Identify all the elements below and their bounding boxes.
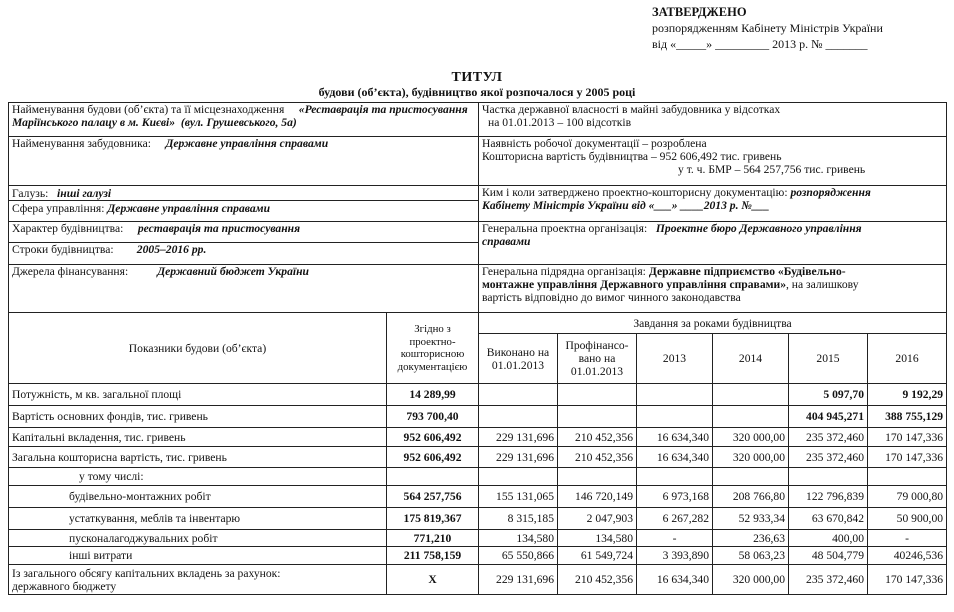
funding-value: Державний бюджет України	[157, 265, 310, 278]
row-done	[479, 468, 558, 486]
building-name-value: «Реставрація та пристосування Маріїнського палацу в м. Києві»	[12, 103, 468, 129]
row-2016	[868, 468, 947, 486]
gen-design-value1: Проектне бюро Державного управління	[655, 222, 862, 235]
row-prefinanced	[558, 468, 637, 486]
documentation-cell	[479, 137, 947, 186]
character-cell	[9, 222, 479, 243]
row-prefinanced: 210 452,356	[558, 428, 637, 447]
row-2015: 235 372,460	[789, 428, 868, 447]
contractor-label: Генеральна підрядна організація:	[482, 265, 646, 278]
table-row	[9, 508, 947, 530]
row-estimate: 14 289,99	[387, 384, 479, 406]
row-estimate: Х	[387, 565, 479, 595]
contractor-value2: монтажне управління Державного управління справами»	[482, 278, 786, 291]
row-2016: -	[868, 530, 947, 547]
building-name-cell	[9, 103, 479, 137]
row-2016: 170 147,336	[868, 447, 947, 468]
header-year-2014: 2014	[713, 334, 789, 384]
row-2015: 235 372,460	[789, 447, 868, 468]
row-prefinanced: 146 720,149	[558, 486, 637, 508]
row-label: Загальна кошторисна вартість, тис. гривень	[9, 447, 387, 468]
branch-value: інші галузі	[57, 187, 112, 200]
row-label	[9, 565, 387, 595]
row-label: Вартість основних фондів, тис. гривень	[9, 406, 387, 428]
row-2016: 79 000,80	[868, 486, 947, 508]
row-done: 134,580	[479, 530, 558, 547]
row-2016: 9 192,29	[868, 384, 947, 406]
row-prefinanced	[558, 406, 637, 428]
terms-value: 2005–2016 рр.	[136, 243, 207, 256]
character-label: Характер будівництва:	[12, 222, 124, 235]
sphere-label: Сфера управління:	[12, 202, 105, 215]
state-share-line1: Частка державної власності в майні забудовника у відсотках	[482, 103, 781, 116]
contractor-cell	[479, 265, 947, 313]
branch-sphere-cell	[9, 186, 479, 222]
row-2015: 63 670,842	[789, 508, 868, 530]
row-2013: -	[637, 530, 713, 547]
funding-cell	[9, 265, 479, 313]
row-estimate: 211 758,159	[387, 547, 479, 565]
row-2013: 16 634,340	[637, 447, 713, 468]
approved-value1: розпорядження	[790, 186, 871, 199]
row-2016: 388 755,129	[868, 406, 947, 428]
table-row	[9, 447, 947, 468]
table-row	[9, 406, 947, 428]
row-prefinanced: 134,580	[558, 530, 637, 547]
docs-line1: Наявність робочої документації – розроблена	[482, 137, 707, 150]
row-2014: 58 063,23	[713, 547, 789, 565]
row-2016: 50 900,00	[868, 508, 947, 530]
row-estimate: 564 257,756	[387, 486, 479, 508]
building-address: (вул. Грушевського, 5а)	[180, 116, 297, 129]
table-row	[9, 565, 947, 595]
terms-cell	[9, 243, 479, 265]
state-share-line2: на 01.01.2013 – 100 відсотків	[488, 116, 632, 129]
developer-value: Державне управління справами	[165, 137, 329, 150]
table-row	[9, 468, 947, 486]
table-row	[9, 530, 947, 547]
info-row-character	[9, 222, 947, 243]
state-share-cell	[479, 103, 947, 137]
row-2016: 170 147,336	[868, 428, 947, 447]
info-row-developer	[9, 137, 947, 186]
row-2013	[637, 406, 713, 428]
sphere-line	[9, 201, 478, 215]
info-row-name	[9, 103, 947, 137]
row-2015: 122 796,839	[789, 486, 868, 508]
row-prefinanced	[558, 384, 637, 406]
info-row-branch	[9, 186, 947, 222]
row-label-line2: державного бюджету	[12, 579, 117, 593]
row-2014	[713, 468, 789, 486]
row-label: устаткування, меблів та інвентарю	[9, 508, 387, 530]
approval-stamp	[652, 4, 952, 52]
approved-value2: Кабінету Міністрів України від «___» ____2013 р. №___	[482, 199, 770, 212]
row-done: 229 131,696	[479, 428, 558, 447]
approved-cell	[479, 186, 947, 222]
row-2013: 16 634,340	[637, 428, 713, 447]
row-2013: 16 634,340	[637, 565, 713, 595]
branch-label: Галузь:	[12, 187, 49, 200]
row-estimate: 952 606,492	[387, 447, 479, 468]
contractor-line3: вартість відповідно до вимог чинного законодавства	[482, 291, 741, 304]
approval-line2: від «_____» _________ 2013 р. № _______	[652, 37, 868, 51]
gen-design-label: Генеральна проектна організація:	[482, 222, 648, 235]
row-estimate	[387, 468, 479, 486]
row-2013	[637, 468, 713, 486]
header-done: Виконано на 01.01.2013	[479, 334, 558, 384]
row-2014: 52 933,34	[713, 508, 789, 530]
header-indicator: Показники будови (об’єкта)	[9, 313, 387, 384]
row-2015: 48 504,779	[789, 547, 868, 565]
header-tasks: Завдання за роками будівництва	[479, 313, 947, 334]
row-label: у тому числі:	[9, 468, 387, 486]
developer-label: Найменування забудовника:	[12, 137, 151, 150]
row-2016: 170 147,336	[868, 565, 947, 595]
row-2015: 404 945,271	[789, 406, 868, 428]
row-2013	[637, 384, 713, 406]
row-prefinanced: 210 452,356	[558, 565, 637, 595]
row-2014	[713, 406, 789, 428]
row-2014: 320 000,00	[713, 565, 789, 595]
row-label: інші витрати	[9, 547, 387, 565]
row-done: 229 131,696	[479, 565, 558, 595]
row-estimate: 175 819,367	[387, 508, 479, 530]
table-header-row	[9, 313, 947, 334]
row-2014: 236,63	[713, 530, 789, 547]
approved-label: Ким і коли затверджено проектно-кошторисну документацію:	[482, 186, 788, 199]
header-year-2016: 2016	[868, 334, 947, 384]
row-2013: 6 267,282	[637, 508, 713, 530]
character-value: реставрація та пристосування	[137, 222, 301, 235]
branch-line	[9, 186, 478, 201]
table-row	[9, 486, 947, 508]
document-title: ТИТУЛ	[451, 70, 503, 85]
row-done: 65 550,866	[479, 547, 558, 565]
sphere-value: Державне управління справами	[107, 202, 271, 215]
row-2014: 320 000,00	[713, 428, 789, 447]
row-2015: 235 372,460	[789, 565, 868, 595]
info-row-funding	[9, 265, 947, 313]
funding-label: Джерела фінансування:	[12, 265, 129, 278]
row-prefinanced: 210 452,356	[558, 447, 637, 468]
approval-heading: ЗАТВЕРДЖЕНО	[652, 5, 747, 19]
row-2015	[789, 468, 868, 486]
row-done: 229 131,696	[479, 447, 558, 468]
header-prefinanced: Профінансо-вано на 01.01.2013	[558, 334, 637, 384]
table-row	[9, 428, 947, 447]
row-prefinanced: 2 047,903	[558, 508, 637, 530]
row-prefinanced: 61 549,724	[558, 547, 637, 565]
row-label: пусконалагоджувальних робіт	[9, 530, 387, 547]
header-year-2013: 2013	[637, 334, 713, 384]
row-estimate: 793 700,40	[387, 406, 479, 428]
row-estimate: 952 606,492	[387, 428, 479, 447]
contractor-tail: , на залишкову	[786, 278, 859, 291]
contractor-value1: Державне підприємство «Будівельно-	[648, 265, 846, 278]
gen-design-value2: справами	[482, 235, 531, 248]
developer-cell	[9, 137, 479, 186]
row-done: 8 315,185	[479, 508, 558, 530]
title-table	[8, 102, 947, 595]
table-row	[9, 384, 947, 406]
row-2014: 320 000,00	[713, 447, 789, 468]
terms-label: Строки будівництва:	[12, 243, 114, 256]
row-2013: 3 393,890	[637, 547, 713, 565]
row-done: 155 131,065	[479, 486, 558, 508]
row-estimate: 771,210	[387, 530, 479, 547]
row-label-line1: Із загального обсягу капітальних вкладень за рахунок:	[12, 566, 281, 580]
docs-line2: Кошторисна вартість будівництва – 952 606,492 тис. гривень	[482, 150, 782, 163]
header-year-2015: 2015	[789, 334, 868, 384]
gen-design-cell	[479, 222, 947, 265]
row-done	[479, 406, 558, 428]
row-label: будівельно-монтажних робіт	[9, 486, 387, 508]
row-2016: 40246,536	[868, 547, 947, 565]
row-2015: 5 097,70	[789, 384, 868, 406]
header-estimate: Згідно з проектно-кошторисною документацією	[387, 313, 479, 384]
row-2014	[713, 384, 789, 406]
docs-line3: у т. ч. БМР – 564 257,756 тис. гривень	[678, 163, 866, 176]
row-2013: 6 973,168	[637, 486, 713, 508]
row-2014: 208 766,80	[713, 486, 789, 508]
row-label: Капітальні вкладення, тис. гривень	[9, 428, 387, 447]
row-2015: 400,00	[789, 530, 868, 547]
document-subtitle: будови (об’єкта), будівництво якої розпочалося у 2005 році	[318, 85, 636, 99]
row-label: Потужність, м кв. загальної площі	[9, 384, 387, 406]
building-name-label: Найменування будови (об’єкта) та її місцезнаходження	[12, 103, 285, 116]
approval-line1: розпорядженням Кабінету Міністрів України	[652, 21, 883, 35]
table-row	[9, 547, 947, 565]
row-done	[479, 384, 558, 406]
